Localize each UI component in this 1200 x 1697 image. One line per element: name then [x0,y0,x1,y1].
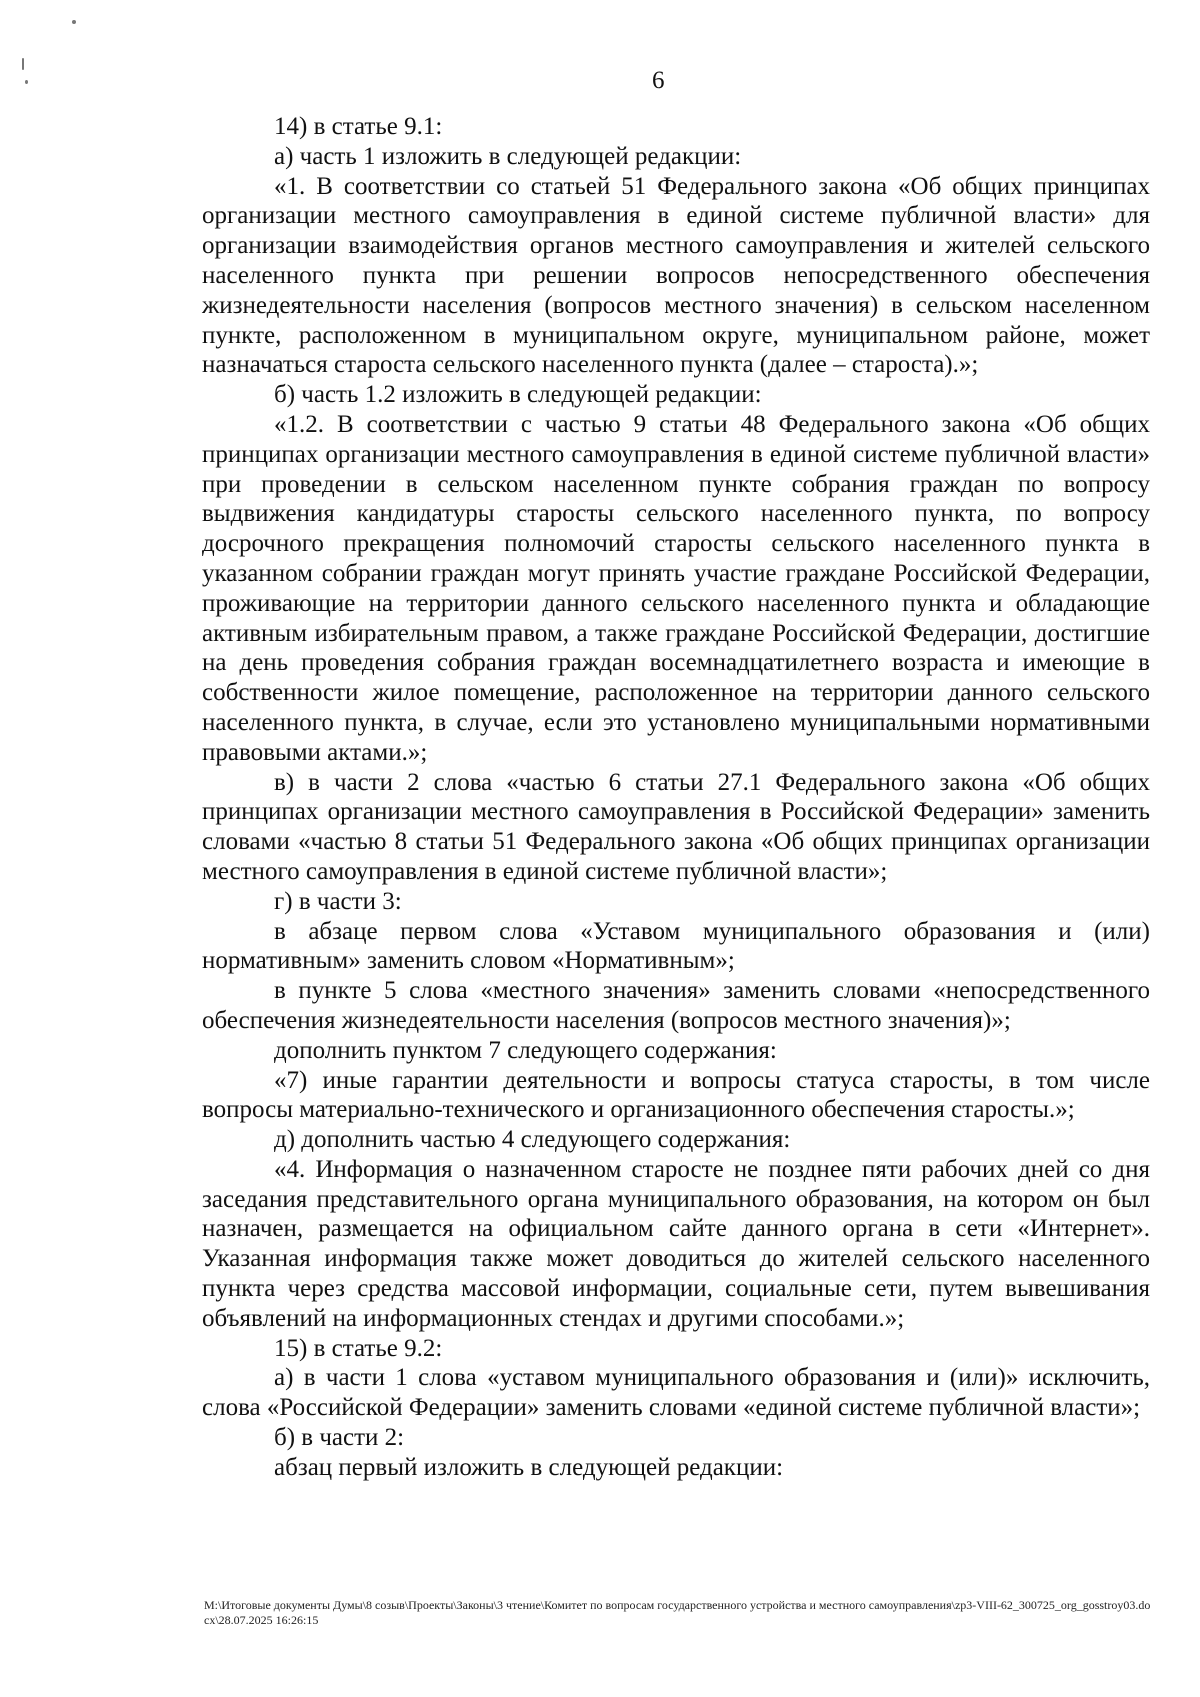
paragraph: «1.2. В соответствии с частью 9 статьи 48 Федерального закона «Об общих принципах организации местного самоуправления в единой системе публичной власти» при проведении в сельском населенном пункте собрания граждан по вопросу выдвижения кандидатуры старосты сельского населенного пункта, по вопросу досрочного прекращения полномочий старосты сельского населенного пункта в указанном собрании граждан могут принять участие граждане Российской Федерации, проживающие на территории данного сельского населенного пункта и обладающие активным избирательным правом, а также граждане Российской Федерации, достигшие на день проведения собрания граждан восемнадцатилетнего возраста и имеющие в собственности жилое помещение, расположенное на территории данного сельского населенного пункта, в случае, если это установлено муниципальными нормативными правовыми актами.»; [202,410,1150,766]
paragraph: г) в части 3: [274,887,402,915]
paragraph: дополнить пунктом 7 следующего содержания: [274,1036,777,1064]
paragraph: 15) в статье 9.2: [274,1334,443,1362]
paragraph: 14) в статье 9.1: [274,113,443,140]
footer-file-path: M:\Итоговые документы Думы\8 созыв\Проекты\Законы\3 чтение\Комитет по вопросам государственного устройства и местного самоуправления\zp3-VIII-62_300725_org_gosstroy03.docx\28.07.2025 16:26:15 [204,1598,1151,1627]
paragraph: б) часть 1.2 изложить в следующей редакции: [274,381,762,409]
paragraph: б) в части 2: [274,1424,405,1452]
paragraph: а) часть 1 изложить в следующей редакции: [274,142,742,170]
paragraph: «4. Информация о назначенном старосте не позднее пяти рабочих дней со дня заседания представительного органа муниципального образования, на котором он был назначен, размещается на официальном сайте данного органа в сети «Интернет». Указанная информация также может доводиться до жителей сельского населенного пункта через средства массовой информации, социальные сети, путем вывешивания объявлений на информационных стендах и другими способами.»; [202,1155,1150,1332]
paragraph: в пункте 5 слова «местного значения» заменить словами «непосредственного обеспечения жизнедеятельности населения (вопросов местного значения)»; [202,977,1150,1034]
scan-speck [25,80,28,84]
document-body [202,112,1150,1483]
paragraph: «1. В соответствии со статьей 51 Федерального закона «Об общих принципах организации местного самоуправления в единой системе публичной власти» для организации взаимодействия органов местного самоуправления и жителей сельского населенного пункта при решении вопросов непосредственного обеспечения жизнедеятельности населения (вопросов местного значения) в сельском населенном пункте, расположенном в муниципальном округе, муниципальном районе, может назначаться староста сельского населенного пункта (далее – староста).»; [202,172,1150,379]
paragraph: д) дополнить частью 4 следующего содержания: [274,1126,791,1154]
paragraph: в абзаце первом слова «Уставом муниципального образования и (или) нормативным» заменить словом «Нормативным»; [202,917,1150,975]
paragraph: абзац первый изложить в следующей редакции: [274,1453,784,1481]
scan-speck [72,20,76,24]
scan-speck [22,58,24,70]
page-number: 6 [652,67,665,94]
paragraph: «7) иные гарантии деятельности и вопросы статуса старосты, в том числе вопросы материально-технического и организационного обеспечения старосты.»; [202,1066,1150,1124]
paragraph: а) в части 1 слова «уставом муниципального образования и (или)» исключить, слова «Российской Федерации» заменить словами «единой системе публичной власти»; [202,1364,1150,1422]
paragraph: в) в части 2 слова «частью 6 статьи 27.1 Федерального закона «Об общих принципах организации местного самоуправления в Российской Федерации» заменить словами «частью 8 статьи 51 Федерального закона «Об общих принципах организации местного самоуправления в единой системе публичной власти»; [202,768,1150,885]
